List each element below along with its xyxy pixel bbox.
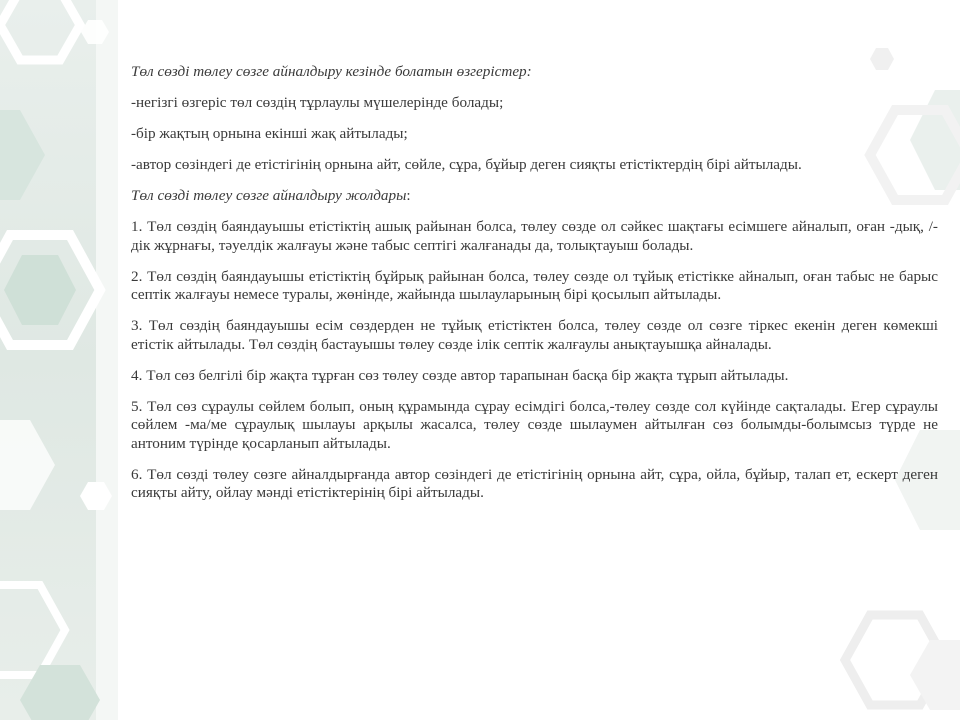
hexagon-fill-mid bbox=[4, 255, 76, 325]
hexagon-outline-bottom bbox=[0, 585, 65, 675]
change-item-3: -автор сөзіндегі де етістігінің орнына айт, сөйле, сұра, бұйыр деген сияқты етістіктердің бірі айтылады. bbox=[131, 156, 802, 173]
rule-item-3: 3. Төл сөздің баяндауышы есім сөздерден не тұйық етістіктен болса, төлеу сөзде ол сөзге тіркес екенін деген көмекші етістік айтылады. Төл сөздің бастауышы төлеу сөзде ілік септік жалғаулы анықтауышқа айналады. bbox=[131, 317, 938, 353]
hexagon-small-top bbox=[81, 20, 109, 44]
hexagon-mid-left bbox=[0, 110, 45, 200]
rule-item-6: 6. Төл сөзді төлеу сөзге айналдырғанда автор сөзіндегі де етістігінің орнына айт, сұра, ойла, бұйыр, талап ет, ескерт деген сияқты айту, ойлау мәнді етістіктерінің бірі айтылады. bbox=[131, 465, 938, 501]
heading-methods-colon: : bbox=[406, 187, 411, 204]
document-body bbox=[131, 63, 938, 515]
hexagon-small-mid bbox=[80, 482, 112, 510]
hexagon-lower-left bbox=[0, 420, 55, 510]
heading-methods bbox=[131, 187, 938, 206]
change-item-2: -бір жақтың орнына екінші жақ айтылады; bbox=[131, 125, 408, 142]
change-item-1: -негізгі өзгеріс төл сөздің тұрлаулы мүшелерінде болады; bbox=[131, 94, 504, 111]
hexagon-right-bottom bbox=[910, 640, 960, 710]
rule-item-2: 2. Төл сөздің баяндауышы етістіктің бұйрық райынан болса, төлеу сөзде ол тұйық етістікке айналып, оған табыс не барыс септік жалғауы немесе туралы, жөнінде, жайында шылауларының бірі қосылып айтылады. bbox=[131, 267, 938, 303]
hexagon-pattern-left bbox=[0, 0, 130, 720]
heading-methods-text: Төл сөзді төлеу сөзге айналдыру жолдары bbox=[131, 187, 407, 204]
rule-item-5: 5. Төл сөз сұраулы сөйлем болып, оның құрамында сұрау есімдігі болса,-төлеу сөзде сол күйінде сақталады. Егер сұраулы сөйлем -ма/ме сұраулық шылауы арқылы жасалса, төлеу сөзде шылаумен айтылған сөз болымды-болымсыз түрде не антоним түрінде қосарланып айтылады. bbox=[131, 397, 938, 452]
rule-item-4: 4. Төл сөз белгілі бір жақта тұрған сөз төлеу сөзде автор тарапынан басқа бір жақта тұрып айтылады. bbox=[131, 366, 789, 384]
hexagon-outline-top bbox=[0, 0, 80, 60]
rule-item-1: 1. Төл сөздің баяндауышы етістіктің ашық райынан болса, төлеу сөзде ол сәйкес шақтағы есімшеге айналып, оған -дық, /-дік жұрнағы, тәуелдік жалғауы және табыс септігі жалғанады да, толықтауыш болады. bbox=[131, 218, 938, 254]
heading-changes: Төл сөзді төлеу сөзге айналдыру кезінде болатын өзгерістер: bbox=[131, 63, 532, 80]
